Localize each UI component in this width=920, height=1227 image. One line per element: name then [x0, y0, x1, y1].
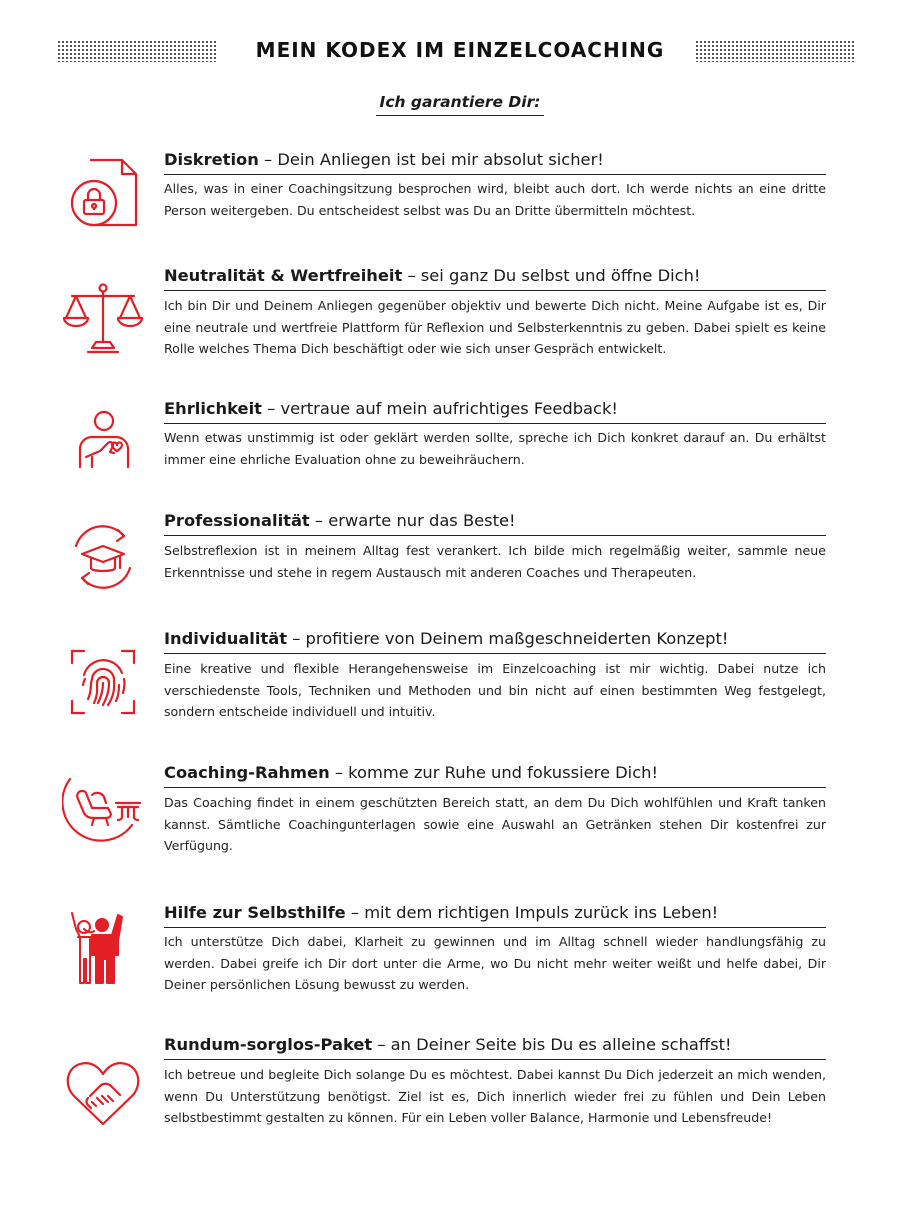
section-tagline: – vertraue auf mein aufrichtiges Feedback! [261, 399, 618, 418]
subtitle-wrap [0, 92, 920, 116]
section-tagline: – mit dem richtigen Impuls zurück ins Leben! [345, 903, 719, 922]
section-heading [164, 399, 826, 424]
section-text: Eine kreative und flexible Herangehensweise im Einzelcoaching ist mir wichtig. Dabei nutze ich verschiedenste Tools, Techniken und Methoden und bin nicht auf einen bestimmten Weg festgelegt, sondern entscheide individuell und intuitiv. [164, 661, 826, 719]
section-heading [164, 266, 826, 291]
section-text: Das Coaching findet in einem geschützten Bereich statt, an dem Du Dich wohlfühlen und Kraft tanken kannst. Sämtliche Coachingunterlagen sowie eine Auswahl an Getränken stehen Dir kostenfrei zur Verfügung. [164, 795, 826, 853]
lock-document-icon [62, 155, 144, 237]
section-tagline: – an Deiner Seite bis Du es alleine schaffst! [372, 1035, 732, 1054]
people-helping-icon [62, 907, 144, 989]
section-title: Individualität [164, 629, 288, 648]
page-subtitle: Ich garantiere Dir: [376, 93, 545, 116]
section-text: Ich unterstütze Dich dabei, Klarheit zu gewinnen und im Alltag schnell wieder handlungsfähig zu werden. Dabei greife ich Dir dort unter die Arme, wo Du nicht mehr weiter weißt und helfe dabei, Dir Deiner persönlichen Lösung bewusst zu werden. [164, 934, 826, 992]
section-tagline: – erwarte nur das Beste! [309, 511, 516, 530]
fingerprint-icon [62, 641, 144, 723]
section-tagline: – komme zur Ruhe und fokussiere Dich! [329, 763, 659, 782]
graduation-cycle-icon [62, 516, 144, 598]
section-heading [164, 629, 826, 654]
armchair-icon [62, 765, 144, 847]
section-heading [164, 511, 826, 536]
section-title: Hilfe zur Selbsthilfe [164, 903, 346, 922]
section-heading [164, 903, 826, 928]
section-text: Ich betreue und begleite Dich solange Du es möchtest. Dabei kannst Du Dich jederzeit an mich wenden, wenn Du Unterstützung benötigst. Ziel ist es, Dich innerlich wieder frei zu fühlen und Dein Leben selbstbestimmt gestalten zu können. Für ein Leben voller Balance, Harmonie und Lebensfreude! [164, 1067, 826, 1125]
section-title: Diskretion [164, 150, 259, 169]
page-title: MEIN KODEX IM EINZELCOACHING [255, 38, 665, 62]
section-text: Ich bin Dir und Deinem Anliegen gegenüber objektiv und bewerte Dich nicht. Meine Aufgabe ist es, Dir eine neutrale und wertfreie Plattform für Reflexion und Selbsterkenntnis zu geben. Dabei spielt es keine Rolle welches Thema Dich beschäftigt oder wie sich unser Gespräch entwickelt. [164, 298, 826, 356]
heart-handshake-icon [62, 1052, 144, 1134]
section-title: Professionalität [164, 511, 310, 530]
hand-on-heart-icon [62, 405, 144, 487]
section-tagline: – sei ganz Du selbst und öffne Dich! [402, 266, 701, 285]
section-tagline: – Dein Anliegen ist bei mir absolut sicher! [258, 150, 604, 169]
section-tagline: – profitiere von Deinem maßgeschneiderten Konzept! [287, 629, 729, 648]
section-heading [164, 1035, 826, 1060]
section-title: Neutralität & Wertfreiheit [164, 266, 403, 285]
section-text: Alles, was in einer Coachingsitzung besprochen wird, bleibt auch dort. Ich werde nichts an eine dritte Person weitergeben. Du entscheidest selbst was Du an Dritte übermitteln möchtest. [164, 181, 826, 218]
section-title: Coaching-Rahmen [164, 763, 330, 782]
section-text: Wenn etwas unstimmig ist oder geklärt werden sollte, spreche ich Dich konkret darauf an. Du erhältst immer eine ehrliche Evaluation ohne zu beweihräuchern. [164, 430, 826, 467]
section-heading [164, 763, 826, 788]
section-title: Ehrlichkeit [164, 399, 262, 418]
section-heading [164, 150, 826, 175]
scales-icon [62, 278, 144, 360]
section-text: Selbstreflexion ist in meinem Alltag fest verankert. Ich bilde mich regelmäßig weiter, sammle neue Erkenntnisse und stehe in regem Austausch mit anderen Coaches und Therapeuten. [164, 543, 826, 580]
section-title: Rundum-sorglos-Paket [164, 1035, 373, 1054]
